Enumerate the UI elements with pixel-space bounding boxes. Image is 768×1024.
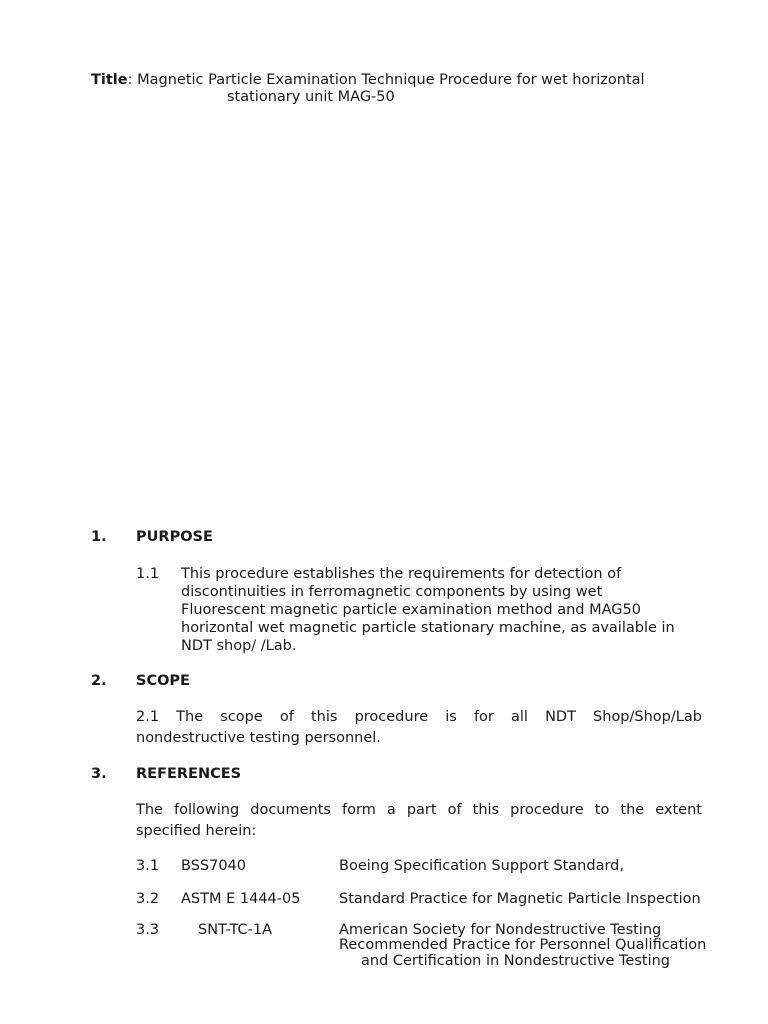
- scope-word: for: [473, 709, 494, 725]
- intro-word: of: [447, 802, 462, 818]
- item-1-1-number: 1.1: [136, 566, 160, 582]
- intro-word: the: [620, 802, 645, 818]
- section-2-heading: SCOPE: [136, 673, 190, 689]
- intro-word: documents: [250, 802, 331, 818]
- scope-word: all: [511, 709, 528, 725]
- reference-description: Recommended Practice for Personnel Qualification: [339, 937, 707, 953]
- reference-code: SNT-TC-1A: [198, 922, 272, 938]
- section-1-number: 1.: [91, 529, 107, 545]
- scope-word: 2.1: [136, 709, 160, 725]
- document-title: [91, 71, 645, 89]
- scope-word: The: [176, 709, 204, 725]
- reference-code: ASTM E 1444-05: [181, 891, 301, 907]
- reference-number: 3.3: [136, 922, 160, 938]
- reference-description: Standard Practice for Magnetic Particle Inspection: [339, 891, 701, 907]
- intro-word: this: [472, 802, 500, 818]
- item-1-1-line: horizontal wet magnetic particle stationary machine, as available in: [181, 620, 675, 636]
- references-intro-line-1: [136, 801, 702, 819]
- intro-word: a: [386, 802, 396, 818]
- section-2-number: 2.: [91, 673, 107, 689]
- intro-word: procedure: [510, 802, 584, 818]
- item-1-1-line: This procedure establishes the requirements for detection of: [181, 566, 622, 582]
- scope-word: this: [310, 709, 338, 725]
- title-label: Title: [91, 72, 128, 88]
- section-1-heading: PURPOSE: [136, 529, 213, 545]
- item-1-1-line: discontinuities in ferromagnetic components by using wet: [181, 584, 603, 600]
- reference-description: and Certification in Nondestructive Testing: [361, 953, 671, 969]
- intro-word: form: [342, 802, 376, 818]
- reference-code: BSS7040: [181, 858, 247, 874]
- scope-word: Shop/Shop/Lab: [593, 709, 702, 725]
- item-1-1-line: NDT shop/ /Lab.: [181, 638, 297, 654]
- reference-description: Boeing Specification Support Standard,: [339, 858, 624, 874]
- references-intro-line-2: specified herein:: [136, 823, 257, 839]
- intro-word: The: [136, 802, 163, 818]
- title-separator: :: [127, 72, 133, 88]
- scope-paragraph-line-2: nondestructive testing personnel.: [136, 730, 381, 746]
- intro-word: following: [174, 802, 240, 818]
- item-1-1-line: Fluorescent magnetic particle examination method and MAG50: [181, 602, 641, 618]
- scope-word: procedure: [354, 709, 429, 725]
- reference-number: 3.2: [136, 891, 160, 907]
- reference-number: 3.1: [136, 858, 160, 874]
- scope-word: of: [279, 709, 294, 725]
- title-line-1: Magnetic Particle Examination Technique Procedure for wet horizontal: [132, 72, 645, 88]
- title-line-2: stationary unit MAG-50: [227, 89, 395, 105]
- intro-word: to: [594, 802, 610, 818]
- intro-word: part: [406, 802, 437, 818]
- section-3-heading: REFERENCES: [136, 766, 242, 782]
- scope-paragraph-line-1: [136, 708, 702, 726]
- scope-word: NDT: [545, 709, 576, 725]
- intro-word: extent: [655, 802, 702, 818]
- section-3-number: 3.: [91, 766, 107, 782]
- scope-word: is: [445, 709, 457, 725]
- scope-word: scope: [220, 709, 263, 725]
- reference-description: American Society for Nondestructive Testing: [339, 922, 662, 938]
